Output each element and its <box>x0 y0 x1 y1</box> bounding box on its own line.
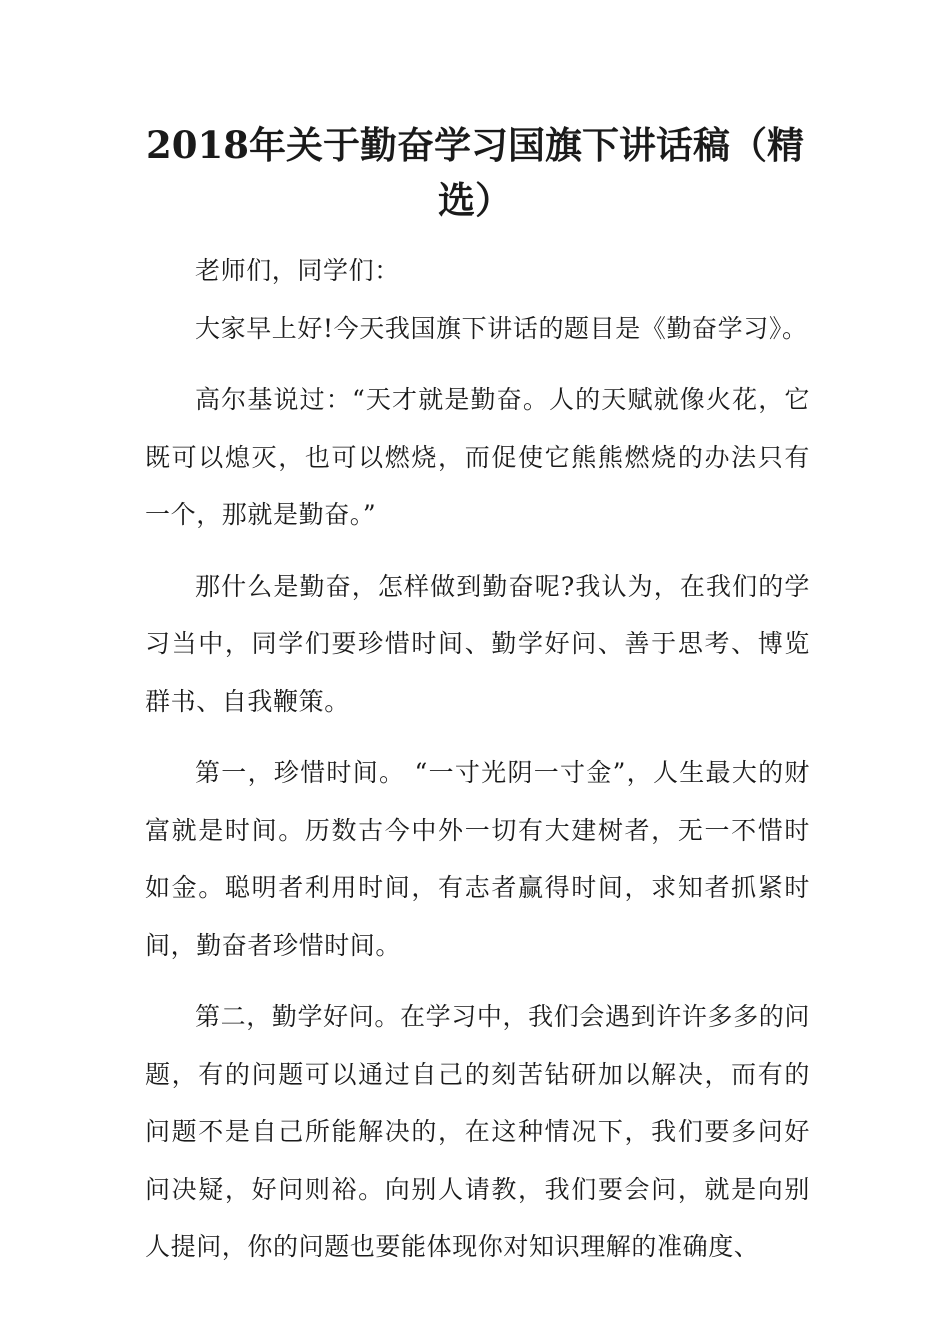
paragraph-point-two: 第二，勤学好问。在学习中，我们会遇到许许多多的问题，有的问题可以通过自己的刻苦钻研加以解决，而有的问题不是自己所能解决的，在这种情况下，我们要多问好问决疑，好问则裕。向别人请教，我们要会问，就是向别人提问，你的问题也要能体现你对知识理解的准确度、 <box>145 1002 810 1261</box>
document-body <box>145 242 810 1290</box>
paragraph-point-one: 第一，珍惜时间。 “一寸光阴一寸金”，人生最大的财富就是时间。历数古今中外一切有大建树者，无一不惜时如金。聪明者利用时间，有志者赢得时间，求知者抓紧时间，勤奋者珍惜时间。 <box>145 758 810 960</box>
paragraph-greeting: 老师们，同学们： <box>195 256 400 285</box>
paragraph-overview: 那什么是勤奋，怎样做到勤奋呢?我认为，在我们的学习当中，同学们要珍惜时间、勤学好问、善于思考、博览群书、自我鞭策。 <box>145 571 810 716</box>
document-title: 2018年关于勤奋学习国旗下讲话稿（精选） <box>146 123 804 222</box>
paragraph-opening: 大家早上好!今天我国旗下讲话的题目是《勤奋学习》。 <box>195 313 808 343</box>
paragraph-quote: 高尔基说过：“天才就是勤奋。人的天赋就像火花，它既可以熄灭，也可以燃烧，而促使它熊熊燃烧的办法只有一个，那就是勤奋。” <box>145 385 810 529</box>
